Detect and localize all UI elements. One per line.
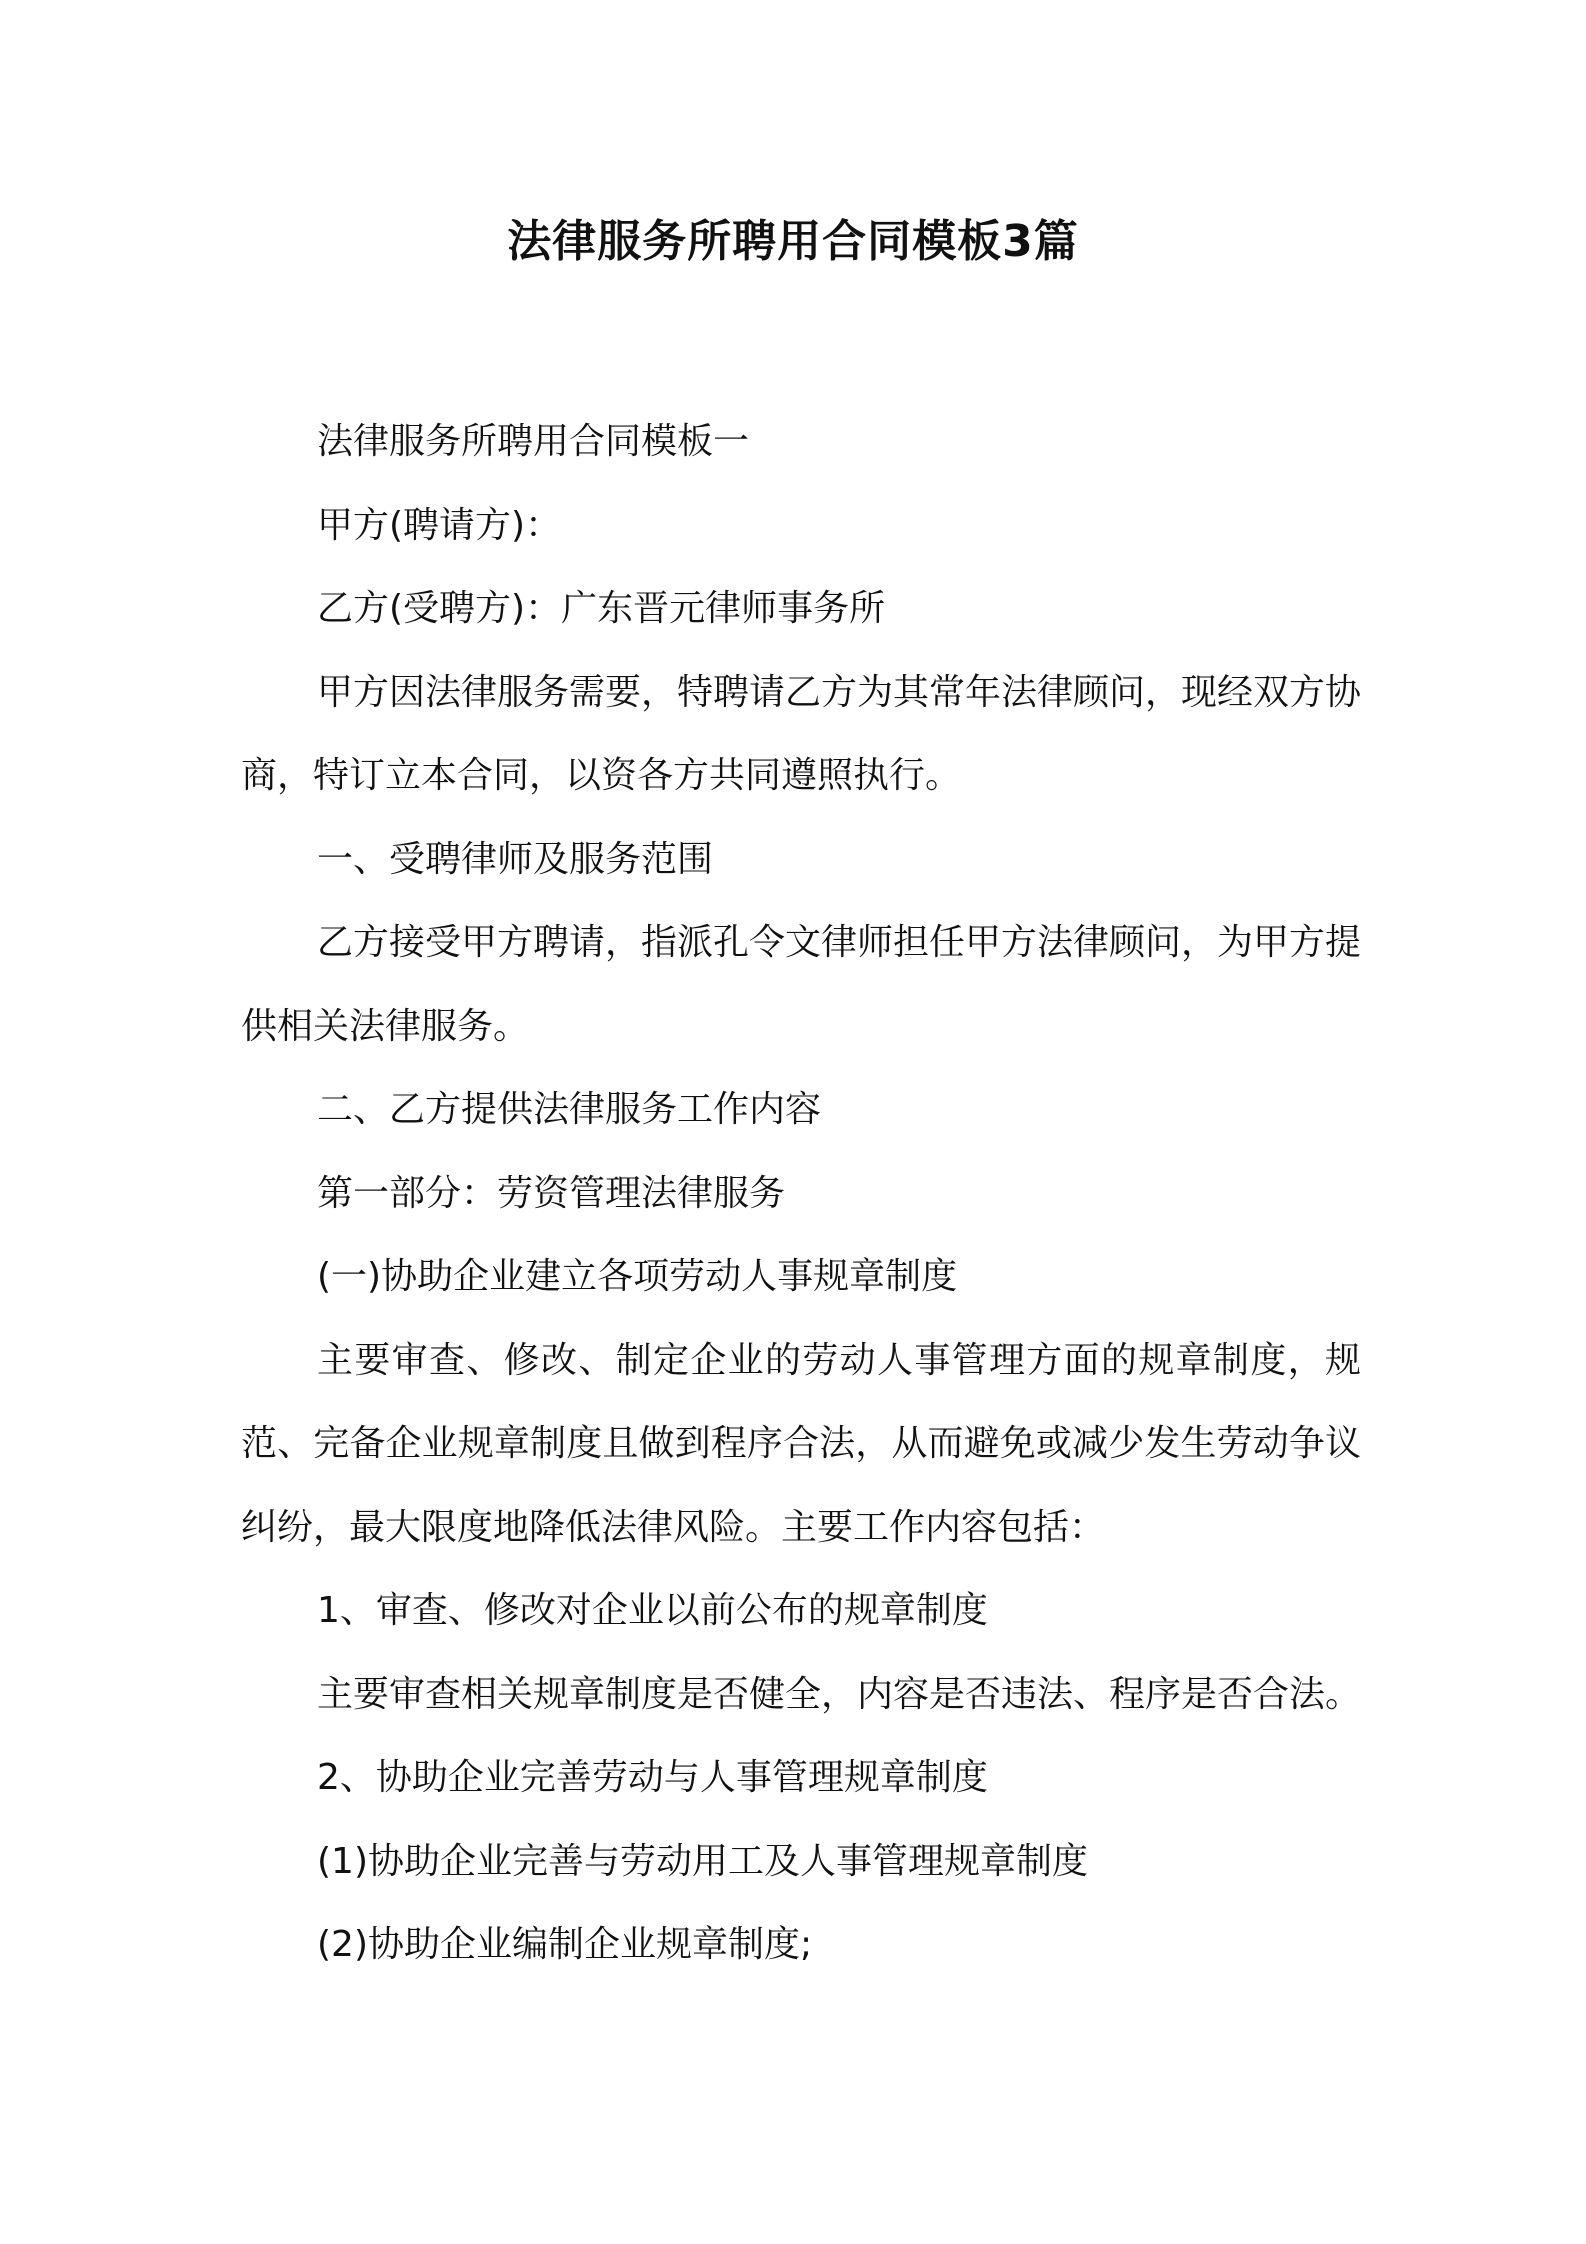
list-item: (2)协助企业编制企业规章制度;	[317, 1924, 813, 1965]
section-heading: 法律服务所聘用合同模板一	[317, 421, 750, 462]
clause-heading: 二、乙方提供法律服务工作内容	[317, 1089, 822, 1130]
party-b-line: 乙方(受聘方)：广东晋元律师事务所	[317, 588, 886, 629]
item-heading: 1、审查、修改对企业以前公布的规章制度	[317, 1590, 988, 1631]
subsection-heading: 第一部分：劳资管理法律服务	[317, 1172, 786, 1214]
paragraph: 乙方接受甲方聘请，指派孔令文律师担任甲方法律顾问，为甲方提供相关法律服务。	[241, 922, 1362, 1047]
paragraph: 主要审查相关规章制度是否健全，内容是否违法、程序是否合法。	[317, 1673, 1362, 1715]
document-body	[241, 400, 1361, 1987]
list-item: (1)协助企业完善与劳动用工及人事管理规章制度	[317, 1840, 1088, 1882]
clause-heading: 一、受聘律师及服务范围	[317, 838, 714, 880]
party-a-line: 甲方(聘请方)：	[317, 504, 562, 546]
paragraph: 甲方因法律服务需要，特聘请乙方为其常年法律顾问，现经双方协商，特订立本合同，以资各方共同遵照执行。	[241, 671, 1362, 796]
item-heading: (一)协助企业建立各项劳动人事规章制度	[317, 1256, 958, 1297]
document-title: 法律服务所聘用合同模板3篇	[507, 216, 1079, 267]
paragraph: 主要审查、修改、制定企业的劳动人事管理方面的规章制度，规范、完备企业规章制度且做到程序合法，从而避免或减少发生劳动争议纠纷，最大限度地降低法律风险。主要工作内容包括：	[241, 1339, 1361, 1548]
item-heading: 2、协助企业完善劳动与人事管理规章制度	[317, 1757, 988, 1798]
